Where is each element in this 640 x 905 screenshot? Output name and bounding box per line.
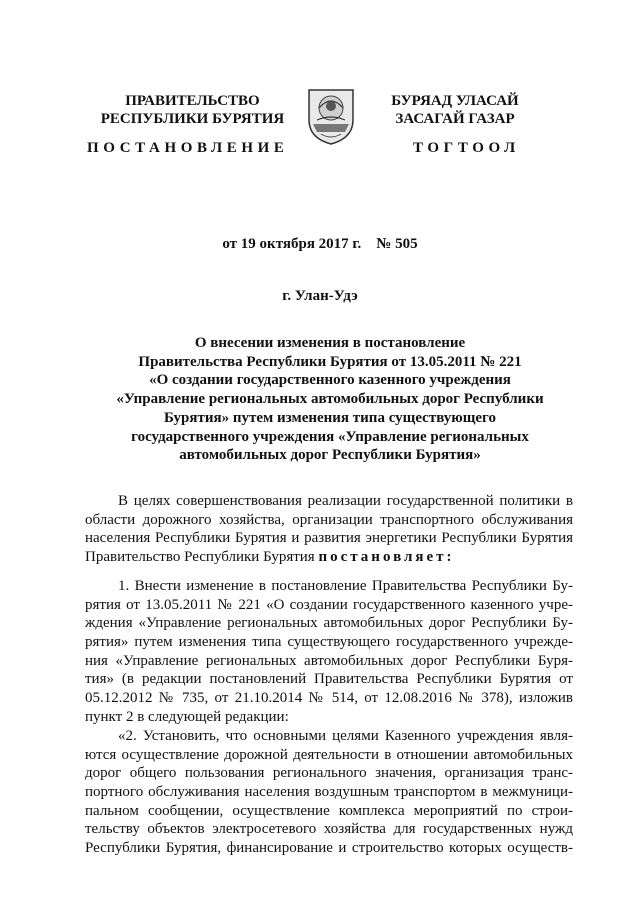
text-line: рятия» путем изменения типа существующего государственного учрежде-	[85, 634, 573, 651]
text-line: «2. Установить, что основными целями Казенного учреждения явля-	[118, 728, 573, 744]
document-type-buryat: ТОГТООЛ	[413, 140, 520, 156]
text-line: портного обслуживания населения воздушным транспортом в межмуници-	[85, 784, 573, 801]
issuer-name-russian	[100, 92, 285, 128]
issuer-name-buryat	[385, 92, 525, 128]
text-line	[85, 548, 573, 567]
coat-of-arms-icon	[299, 84, 363, 148]
document-type-russian: ПОСТАНОВЛЕНИЕ	[87, 140, 289, 156]
text-line: области дорожного хозяйства, организации транспортного обслуживания	[85, 511, 573, 528]
point-1-paragraph	[85, 577, 573, 727]
text-line: рятия от 13.05.2011 № 221 «О создании государственного казенного учре-	[85, 596, 573, 613]
text-line: В целях совершенствования реализации государственной политики в	[118, 493, 573, 509]
resolve-word: постановляет:	[318, 549, 455, 566]
issuer-name-line-1: ПРАВИТЕЛЬСТВО	[125, 93, 260, 109]
text-line: тельству объектов электросетевого хозяйства для государственных нужд	[85, 821, 573, 838]
title-line: Правительства Республики Бурятия от 13.05.2011 № 221	[138, 353, 522, 370]
text-line: дорог общего пользования регионального значения, организация транс-	[85, 765, 573, 782]
title-line: Бурятия» путем изменения типа существующего	[164, 409, 496, 426]
issuer-name-buryat-line-1: БУРЯАД УЛАСАЙ	[391, 93, 519, 109]
document-date-number	[0, 236, 640, 253]
issuer-name-buryat-line-2: ЗАСАГАЙ ГАЗАР	[395, 111, 515, 127]
title-line: «О создании государственного казенного учреждения	[149, 372, 511, 389]
date-number-text: от 19 октября 2017 г. № 505	[222, 236, 418, 252]
text-line: тия» (в редакции постановлений Правительства Республики Бурятия от	[85, 671, 573, 688]
text-line: 05.12.2012 № 735, от 21.10.2014 № 514, от 12.08.2016 № 378), изложив	[85, 690, 573, 707]
text-line: ются осуществление дорожной деятельности в отношении автомобильных	[85, 746, 573, 763]
point-2-paragraph	[85, 727, 573, 858]
issuer-name-line-2: РЕСПУБЛИКИ БУРЯТИЯ	[100, 111, 285, 127]
text-line: 1. Внести изменение в постановление Правительства Республики Бу-	[118, 578, 573, 594]
text-line: пальном сообщении, осуществление комплекса мероприятий по строи-	[85, 802, 573, 819]
document-city: г. Улан-Удэ	[282, 288, 358, 304]
text-line: ждения «Управление региональных автомобильных дорог Республики Бу-	[85, 615, 573, 632]
text-line: населения Республики Бурятия и развития энергетики Республики Бурятия	[85, 530, 573, 547]
preamble-paragraph	[85, 492, 573, 567]
text-line: ния «Управление региональных автомобильных дорог Республики Буря-	[85, 652, 573, 669]
title-line: О внесении изменения в постановление	[194, 335, 466, 351]
preamble-last-text: Правительство Республики Бурятия	[85, 549, 319, 566]
document-title	[80, 334, 580, 465]
text-line: пункт 2 в следующей редакции:	[85, 708, 289, 725]
title-line: государственного учреждения «Управление региональных	[131, 428, 529, 445]
text-line: Республики Бурятия, финансирование и строительство которых осуществ-	[85, 840, 573, 857]
title-line: автомобильных дорог Республики Бурятия»	[179, 447, 481, 464]
title-line: «Управление региональных автомобильных дорог Республики	[116, 391, 544, 408]
